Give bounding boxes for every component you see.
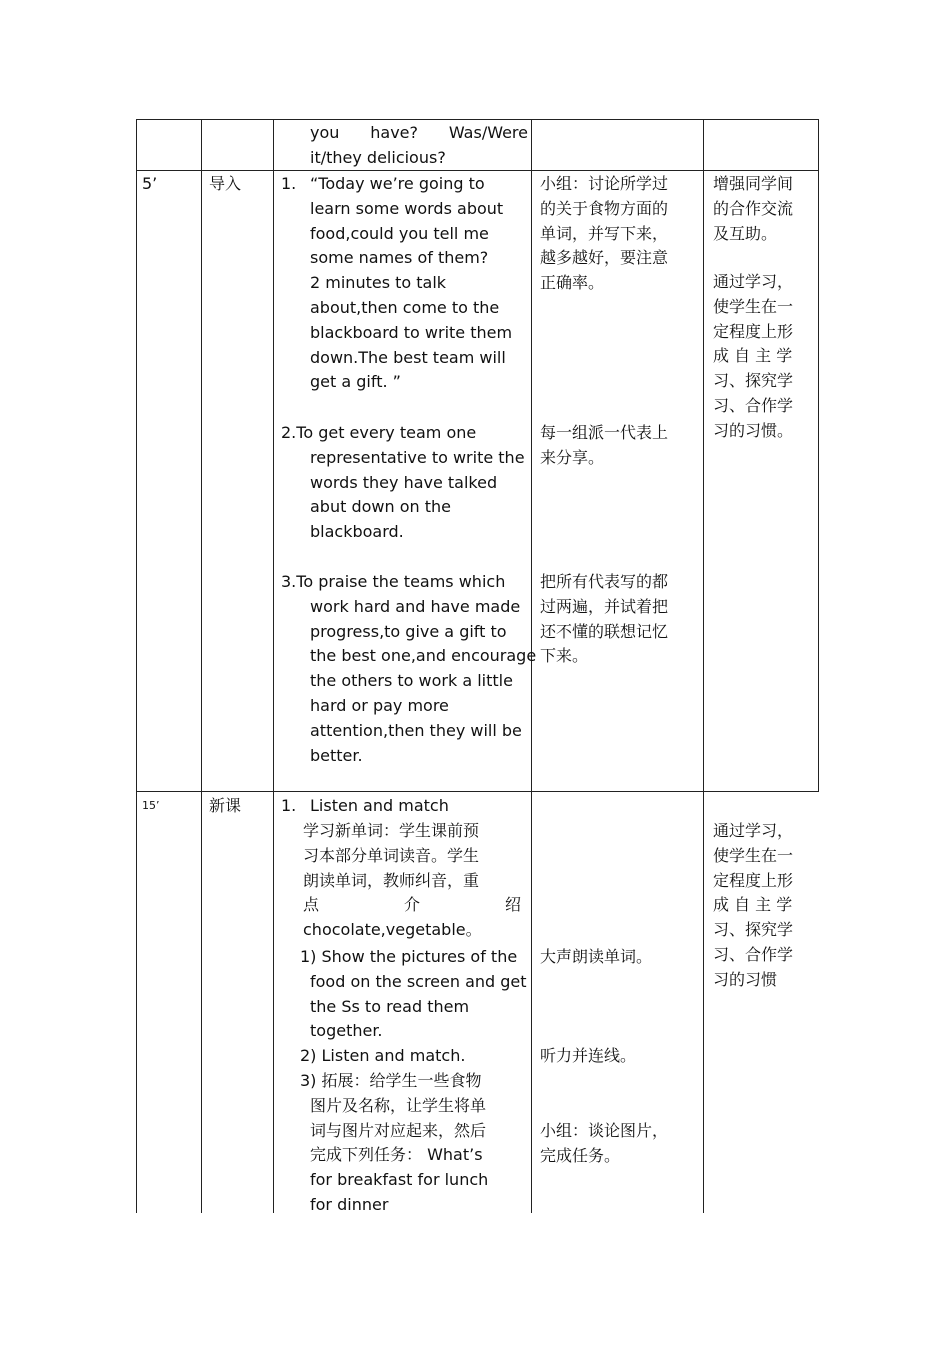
- text-line: 小组：讨论所学过: [540, 174, 669, 193]
- text-line: 每一组派一代表上: [540, 423, 669, 442]
- text-line: 的合作交流: [713, 198, 794, 218]
- word: 绍: [504, 895, 521, 915]
- text-line: 2) Listen and match.: [300, 1046, 466, 1065]
- text-line: 图片及名称，让学生将单: [310, 1095, 487, 1115]
- text-line: about,then come to the: [310, 297, 500, 317]
- text-line: words they have talked: [310, 472, 498, 492]
- word: have?: [370, 123, 419, 142]
- row-border-top: [136, 119, 819, 120]
- text-line: 通过学习，: [713, 272, 794, 291]
- student-activity-b: [540, 421, 668, 471]
- text-line: 使学生在一: [713, 845, 794, 865]
- col-border-1: [201, 119, 202, 1213]
- student-activity-c: [540, 1119, 668, 1169]
- text-line: the Ss to read them: [310, 996, 470, 1016]
- text-line: food,could you tell me: [310, 223, 489, 243]
- time-cell: 15’: [142, 799, 160, 812]
- col-border-5: [818, 119, 819, 792]
- text-line: 习本部分单词读音。学生: [303, 845, 480, 865]
- text-line: 使学生在一: [713, 296, 794, 316]
- text-line: 成 自 主 学: [713, 895, 793, 915]
- text-line: [310, 121, 528, 146]
- text-line: 来分享。: [540, 447, 605, 467]
- text-line: 下来。: [540, 646, 589, 666]
- stage-cell: 新课: [209, 796, 242, 815]
- text-line: 习的习惯: [713, 969, 778, 989]
- text-line: some names of them?: [310, 248, 489, 268]
- text-line: for breakfast for lunch: [310, 1170, 489, 1190]
- student-activity-a: [540, 172, 668, 296]
- text-line: the best one,and encourage: [310, 646, 537, 666]
- text-line: 习、探究学: [713, 371, 794, 391]
- stage-cell: 导入: [209, 174, 242, 193]
- text-line: 朗读单词，教师纠音，重: [303, 870, 480, 890]
- text-line: work hard and have made: [310, 596, 521, 616]
- text-line: 习的习惯。: [713, 420, 794, 440]
- activity-cell: [310, 121, 528, 171]
- text-line: 过两遍，并试着把: [540, 596, 669, 616]
- activity-step-3: [281, 570, 537, 768]
- activity-sub-1: [300, 945, 526, 1044]
- design-purpose: [713, 819, 793, 993]
- text-line: 把所有代表写的都: [540, 572, 669, 591]
- design-purpose-b: [713, 270, 793, 444]
- text-line: 小组：谈论图片，: [540, 1121, 669, 1140]
- text-line: 听力并连线。: [540, 1046, 637, 1065]
- time-cell: 5’: [142, 174, 158, 193]
- text-line: 还不懂的联想记忆: [540, 621, 669, 641]
- text-line: 正确率。: [540, 273, 605, 293]
- text-line: 的关于食物方面的: [540, 198, 669, 218]
- word: Was/Were: [448, 123, 528, 142]
- text-line: 大声朗读单词。: [540, 947, 653, 966]
- text-line: 通过学习，: [713, 821, 794, 840]
- text-line: 1) Show the pictures of the: [300, 947, 518, 966]
- text-line: food on the screen and get: [310, 971, 527, 991]
- text-line: blackboard.: [310, 522, 404, 542]
- text-line: 习、探究学: [713, 920, 794, 940]
- text-line: 单词，并写下来，: [540, 223, 669, 243]
- text-line: progress,to give a gift to: [310, 621, 507, 641]
- text-line: 3) 拓展：给学生一些食物: [300, 1071, 482, 1090]
- row-border-2: [136, 791, 819, 792]
- text-line: better.: [310, 745, 363, 765]
- activity-sub-3: [300, 1069, 526, 1218]
- text-line: 习、合作学: [713, 395, 794, 415]
- text-line: down.The best team will: [310, 347, 506, 367]
- text-line: together.: [310, 1021, 383, 1041]
- text-line: 完成下列任务： What’s: [310, 1145, 483, 1165]
- text-line: representative to write the: [310, 447, 525, 467]
- step-number: 1.: [281, 174, 297, 193]
- text-line: “Today we’re going to: [310, 174, 485, 193]
- text-line: 增强同学间: [713, 174, 794, 193]
- text-line: hard or pay more: [310, 695, 449, 715]
- col-border-4: [703, 119, 704, 1213]
- text-line: it/they delicious?: [310, 147, 446, 167]
- col-border-0: [136, 119, 137, 1213]
- col-border-2: [273, 119, 274, 1213]
- text-line: 学习新单词：学生课前预: [303, 821, 480, 840]
- text-line: chocolate,vegetable。: [303, 920, 482, 940]
- text-line: for dinner: [310, 1194, 389, 1214]
- design-purpose-a: [713, 172, 793, 246]
- text-line: 3.To praise the teams which: [281, 572, 506, 591]
- student-activity-c: [540, 570, 668, 669]
- step-title: Listen and match: [310, 796, 449, 815]
- text-line: 定程度上形: [713, 321, 794, 341]
- text-line: 2.To get every team one: [281, 423, 477, 442]
- text-line: learn some words about: [310, 198, 504, 218]
- text-line: 词与图片对应起来，然后: [310, 1120, 487, 1140]
- text-line: 成 自 主 学: [713, 346, 793, 366]
- text-line: 习、合作学: [713, 944, 794, 964]
- student-activity-b: [540, 1044, 636, 1069]
- activity-step-2: [281, 421, 525, 545]
- text-line: attention,then they will be: [310, 720, 522, 740]
- student-activity-a: [540, 945, 652, 970]
- text-line: blackboard to write them: [310, 322, 513, 342]
- word: you: [310, 123, 340, 142]
- text-line: get a gift. ”: [310, 372, 401, 392]
- text-line: 定程度上形: [713, 870, 794, 890]
- text-line: 越多越好，要注意: [540, 248, 669, 268]
- activity-sub-2: [300, 1044, 465, 1069]
- activity-step-1: [310, 172, 524, 395]
- text-line: 及互助。: [713, 223, 778, 243]
- text-line: 完成任务。: [540, 1145, 621, 1165]
- text-line: the others to work a little: [310, 671, 513, 691]
- word: 点: [303, 895, 320, 915]
- text-line: [303, 893, 521, 918]
- text-line: abut down on the: [310, 497, 451, 517]
- step-number: 1.: [281, 796, 297, 815]
- text-line: 2 minutes to talk: [310, 273, 447, 293]
- word: 介: [403, 895, 420, 915]
- activity-intro: [303, 819, 521, 943]
